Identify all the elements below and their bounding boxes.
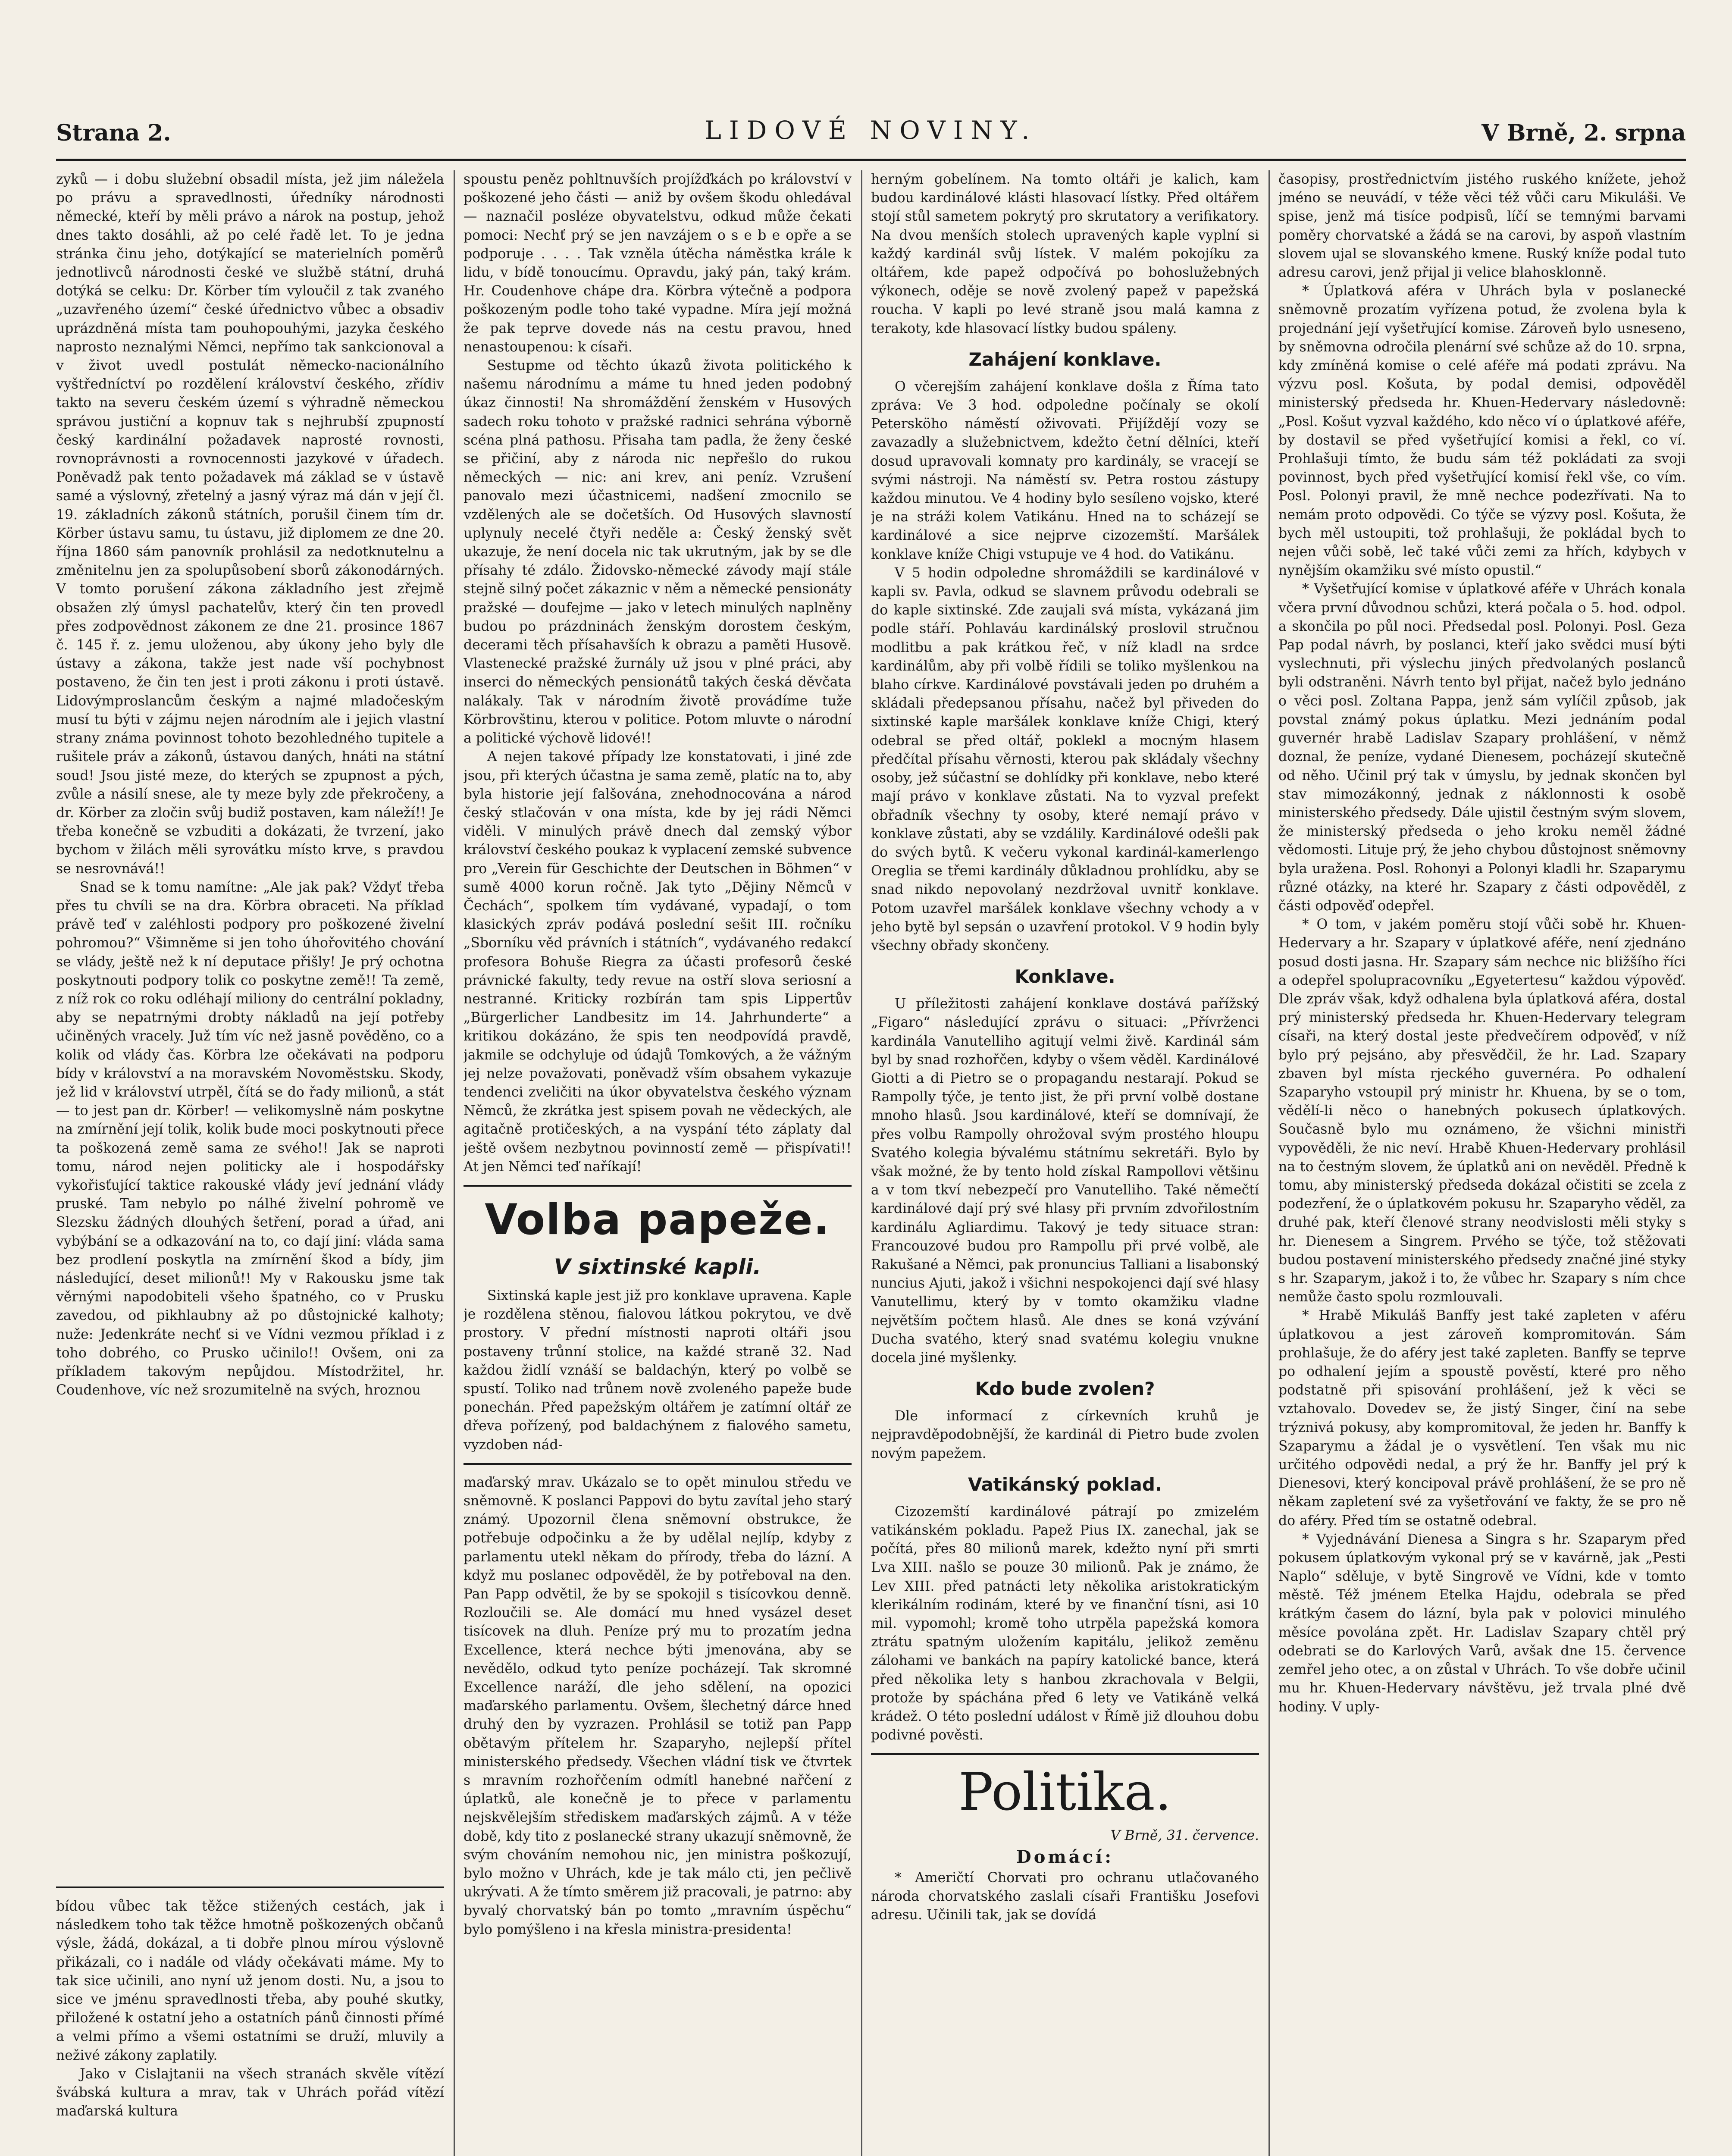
- article-paragraph: časopisy, prostřednictvím jistého ruského knížete, jehož jméno se neuvádí, v téže věci též vůči caru Mikuláši. Ve spise, jenž má tisíce podpisů, líčí se temnými barvami poměry chorvatské a žádá se na carovi, by aspoň vlastním slovem ujal se slovanského kmene. Ruský kníže podal tuto adresu carovi, jenž přijal ji velice blahosklonně.: [1278, 172, 1686, 281]
- section-rule: [871, 1753, 1259, 1755]
- page-number: Strana 2.: [56, 120, 171, 146]
- article-paragraph: A nejen takové případy lze konstatovati, i jiné zde jsou, při kterých účastna je sama země, platíc na to, aby byla historie její falšována, znehodnocována a národ český stlačován v ona místa, kde by jej rádi Němci viděli. V minulých právě dnech dal zemský výbor království českého poukaz k vyplacení zemské subvence pro „Verein für Geschichte der Deutschen in Böhmen“ v sumě 4000 korun ročně. Jak tyto „Dějiny Němců v Čechách“, spolkem tím vydávané, vypadají, o tom klasických zpráv podává poslední sešit III. ročníku „Sborníku věd právních i státních“, vydávaného redakcí profesora Bohuše Riegra za účasti profesorů české právnické fakulty, tedy revue na ostří slova seriosní a nestranné. Kriticky rozbírán tam spis Lippertův „Bürgerlicher Landbesitz im 14. Jahrhunderte“ a kritikou dokázáno, že spis ten neodpovídá pravdě, jakmile se odchyluje od údajů Tomkových, a že vážným jej nelze považovati, poněvadž vším obsahem vykazuje tendenci zveličiti na úkor obyvatelstva českého význam Němců, že zkrátka jest spisem povah ne vědeckých, ale agitačně protičeských, a na vyspání této záplaty dal ještě ovšem nezbytnou povinností země — přispívati!! At jen Němci teď naříkají!: [464, 749, 852, 1175]
- subheading-sistine: V sixtinské kapli.: [554, 1254, 761, 1279]
- article-paragraph: Dle informací z církevních kruhů je nejpravděpodobnější, že kardinál di Pietro bude zvolen novým papežem.: [871, 1408, 1259, 1461]
- subheading-vatican-treasure: Vatikánský poklad.: [968, 1473, 1162, 1495]
- article-paragraph: * Vyšetřující komise v úplatkové aféře v Uhrách konala včera první důvodnou schůzi, která počala o 5. hod. odpol. a skončila po půl noci. Předsedal posl. Polonyi. Posl. Geza Pap podal návrh, by poslanci, kteří jako svědci musí býti vyslechnuti, při výslechu jiných předvolaných poslanců byli odstraněni. Návrh tento byl přijat, načež bylo jednáno o věci posl. Zoltana Pappa, jenž sám vylíčil způsob, jak povstal známý pokus úplatku. Mezi jednáním podal guvernér hrabě Ladislav Szapary prohlášení, v němž doznal, že peníze, vydané Dienesem, pocházejí skutečně od něho. Učinil prý tak v úmyslu, by jednak skončen byl stav mimozákonný, jednak z náklonnosti k osobě ministerského předsedy. Dále ujistil čestným svým slovem, že ministerský předseda o jeho kroku neměl žádné vědomosti. Lituje prý, že jeho chybou důstojnost sněmovny byla uražena. Posl. Rohonyi a Polonyi kladli hr. Szaparymu různé otázky, na které hr. Szapary z části odpověděl, z části odpověď odepřel.: [1278, 581, 1686, 914]
- article-paragraph: U příležitosti zahájení konklave dostává pařížský „Figaro“ následující zprávu o situaci: „Přívrženci kardinála Vanutelliho agitují velmi živě. Kardinál sám byl by snad rozhořčen, kdyby o všem věděl. Kardinálové Giotti a di Pietro se o propagandu nestarají. Pokud se Rampolly týče, je tento jist, že při první volbě dostane mnoho hlasů. Jsou kardinálové, kteří se domnívají, že přes volbu Rampolly ohrožoval svým prostého hloupu Svatého kolegia bývalému státnímu sekretáři. Bylo by však možné, že by tento hold získal Rampollovi většinu a v tom tkví nebezpečí pro Vanutelliho. Také němečtí kardinálové dají prý své hlasy při prvním zdvořilostním kardinálu Agliardimu. Takový je tedy situace stran: Francouzové budou pro Rampollu při prvé volbě, ale Rakušané a Němci, pak pronuncius Talliani a lisabonský nuncius Ajuti, jakož i všichni nespokojenci dají své hlasy Vanutellimu, který by v tomto okamžiku vladne největším počtem hlasů. Ale dnes se koná vzývání Ducha svatého, který snad svatému kolegiu vnukne docela jiné myšlenky.: [871, 996, 1259, 1366]
- article-paragraph: zyků — i dobu služební obsadil místa, jež jim náležela po právu a spravedlnosti, úředníky národnosti německé, kteří by měli právo a nárok na postup, jehož dnes takto dosáhli, až po celé řadě let. To je jedna stránka činu jeho, dotýkající se materielních poměrů jednotlivců národnosti české ve službě státní, druhá dotýká se celku: Dr. Körber tím vyloučil z tak zvaného „uzavřeného území“ české úřednictvo vůbec a obsadiv uprázdněná místa tam pouhopouhými, jazyka českého naprosto neznalými Němci, nepřímo tak sankcionoval a v život uvedl postulát německo-nacionálního vyštředníctví po rozdělení království českého, zřídiv takto na severu českém území s výhradně německou správou justiční a kopnuv tak s nejhrubší zpupností český kardinální požadavek naprosté rovnosti, rovnoprávnosti a rovnocennosti jazykové v úřadech. Poněvadž pak tento požadavek má základ se v ústavě samé a výslovný, zřetelný a jasný výraz má dán v její čl. 19. základních zákonů státních, porušil činem tím dr. Körber ústavu samu, tu ústavu, již diplomem ze dne 20. října 1860 sám panovník prohlásil za nedotknutelnu a změnitelnu jen za spolupůsobení sborů zákonodárných. V tomto porušení zákona základního jest zřejmě obsažen zlý úmysl pachatelův, který čin ten provedl přes zodpovědnost zákonem ze dne 21. prosince 1867 č. 145 ř. z. jemu uloženou, aby úkony jeho byly dle ústavy a zákona, takže jest nade vší pochybnost postaveno, že čin ten jest i proti zákonu i proti ústavě. Lidovýmproslancům českým a najmé mladočeským musí tu býti v zájmu nejen národním ale i jejich vlastní strany známa povinnost tohoto bezohledného tupitele a rušitele práv a zákonů, ústavou daných, hnáti na státní soud! Jsou jisté meze, do kterých se zpupnost a pých, zvůle a násilí snese, ale ty meze byly zde překročeny, a dr. Körber za zločin svůj budiž postaven, kam náleží!! Je třeba konečně se vzbuditi a dokázati, že tvrzení, jako bychom v žilách měli syrovátku místo krve, s pravdou se nesrovnává!!: [56, 172, 444, 877]
- newspaper-title: LIDOVÉ NOVINY.: [705, 116, 1037, 145]
- article-paragraph: Sestupme od těchto úkazů života politického k našemu národnímu a máme tu hned jeden podobný úkaz činnosti! Na shromáždění ženském v Husových sadech roku tohoto v pražské radnici sehrána výborně scéna plná pathosu. Přisaha tam padla, že ženy české se přičiní, aby z národa nic nepřešlo do rukou německých — nic: ani krev, ani peníz. Vzrušení panovalo mezi účastnicemi, nadšení zmocnilo se vzdělených ale se dočetších. Od Husových slavností uplynuly necelé čtyři neděle a: Český ženský svět ukazuje, že není docela nic tak ukrutným, jak by se dle přísahy té zdálo. Židovsko-německé závody mají stále stejně silný počet zákaznic v něm a německé pensionáty pražské — doufejme — jako v letech minulých naplněny budou po prázdninách ženským dorostem českým, decerami těch přísahavších k obrazu a paměti Husově. Vlastenecké pražské žurnály už jsou v plné práci, aby inserci do německých pensionátů takých česká děvčata nalákaly. Tak v národním životě provádíme tuže Körbrovštinu, kterou v politice. Potom mluvte o národní a politické výchově lidové!!: [464, 358, 852, 746]
- article-paragraph: * Úplatková aféra v Uhrách byla v poslanecké sněmovně prozatím vyřízena potud, že zvolena byla k projednání její vyšetřující komise. Zároveň bylo usneseno, by sněmovna odročila plenární své schůze až do 10. srpna, kdy zmíněná komise o celé aféře má podati zprávu. Na výzvu posl. Košuta, by podal demisi, odpověděl ministerský předseda hr. Khuen-Hedervary následovně: „Posl. Košut vyzval každého, kdo něco ví o úplatkové aféře, by dostavil se před vyšetřující komisi a řekl, co ví. Prohlašuji tímto, že budu sám též pokládati za svoji povinnost, bych před vyšetřující komisí řekl vše, co vím. Posl. Polonyi pravil, že mně nechce podezřívati. Na to nemám proto odpovědi. Co týče se výzvy posl. Košuta, že bych měl ustoupiti, tož prohlašuji, že pokládal bych to nejen vůči sobě, leč také vůči zemi za hřích, kdybych v nynějším okamžiku své místo opustil.“: [1278, 283, 1686, 579]
- article-paragraph: Jako v Cislajtanii na všech stranách skvěle vítězí švábská kultura a mrav, tak v Uhrách pořád vítězí maďarská kultura: [56, 2066, 444, 2119]
- column-divider: [454, 170, 455, 2156]
- subheading-who-elected: Kdo bude zvolen?: [975, 1378, 1155, 1400]
- column-2: [464, 170, 852, 2156]
- article-paragraph: V 5 hodin odpoledne shromáždili se kardinálové v kapli sv. Pavla, odkud se slavnem průvodu odebrali se do kaple sixtinské. Zde zaujali svá místa, vykázaná jim podle stáří. Pohlaváu kardinálský proslovil stručnou modlitbu a pak krátkou řeč, v níž kladl na srdce kardinálům, aby při volbě řídili se toliko myšlenkou na blaho církve. Kardinálové povstávali jeden po druhém a skládali předepsanou přísahu, načež byl přiveden do sixtinské kaple maršálek konklave kníže Chigi, který odebral se před oltář, poklekl a mocným hlasem předčítal přísahu věrnosti, kterou pak skládaly všechny osoby, jež súčastní se dohlídky při konklave, nebo které mají právo v konklave zůstati. Na to vyzval prefekt obřadník všechny ty osoby, které nemají právo v konklave zůstati, aby se vzdálily. Kardinálové odešli pak do svých bytů. K večeru vykonal kardinál-kamerlengo Oreglia se třemi kardinály důkladnou prohlídku, aby se snad nikdo nepovolaný nezdržoval uvnitř konklave. Potom uzavřel maršálek konklave všechny vchody a v jeho bytě byl sepsán o uzavření protokol. V 9 hodin byly všechny obřady skončeny.: [871, 565, 1259, 953]
- article-paragraph: * Američtí Chorvati pro ochranu utlačovaného národa chorvatského zaslali císaři Františku Josefovi adresu. Učinili tak, jak se dovídá: [871, 1870, 1259, 1923]
- column-1-lower: [56, 1897, 444, 2156]
- issue-date: V Brně, 2. srpna: [1481, 120, 1686, 146]
- article-paragraph: * Vyjednávání Dienesa a Singra s hr. Szaparym před pokusem úplatkovým vykonal prý se v kavárně, jak „Pesti Naplo“ sděluje, v bytě Singrově ve Vídni, kde v tomto městě. Též jménem Etelka Hajdu, odebrala se před krátkým časem do lázní, byla pak v polovici minulého měsíce povolána zpět. Hr. Ladislav Szapary chtěl prý odebrati se do Karlových Varů, avšak dne 15. července zemřel jeho otec, a on zůstal v Uhrách. To vše dobře učinil mu hr. Khuen-Hedervary návštěvu, jež trvala plné dvě hodiny. V uply-: [1278, 1531, 1686, 1715]
- column-divider: [1268, 170, 1270, 2156]
- article-paragraph: Cizozemští kardinálové pátrají po zmizelém vatikánském pokladu. Papež Pius IX. zanechal, jak se počítá, přes 80 milionů marek, kdežto nyní při smrti Lva XIII. našlo se pouze 30 milionů. Pak je známo, že Lev XIII. před patnácti lety několika aristokratickým klerikálním rodinám, které by ve finanční tísni, asi 10 mil. vypomohl; kromě toho utrpěla papežská komora ztrátu spatným uložením kapitálu, jelikož zeměnu zálohami ve bankách na papíry katolické bance, která před několika lety s hanbou zkrachovala v Belgii, protože by spáchána před 6 lety ve Vatikáně velká krádež. O této poslední událost v Římě již dlouhou dobu podivné pověsti.: [871, 1504, 1259, 1743]
- article-paragraph: * Hrabě Mikuláš Banffy jest také zapleten v aféru úplatkovou a jest zároveň kompromitován. Sám prohlašuje, že do aféry jest také zapleten. Banffy se teprve po odhalení jejím a spoustě pověstí, které pro něho podstatně při spisování prohlášení, jež k věci se vztahovalo. Dovedev se, že jistý Singer, činí na sebe trýznivá pokusy, aby kompromitoval, že jeden hr. Banffy k Szaparymu a žádal je o vysvětlení. Ten však mu nic určitého odpovědi nedal, a prý že hr. Banffy jel prý k Dienesovi, který koncipoval právě prohlášení, že se pro ně někam zapletení své za vyšetřování ve fakty, že se pro ně do aféry. Před tím se ostatně odebral.: [1278, 1308, 1686, 1529]
- page-header: [56, 111, 1686, 161]
- feuilleton-rule: [56, 1887, 444, 1888]
- article-paragraph: Snad se k tomu namítne: „Ale jak pak? Vždyť třeba přes tu chvíli se na dra. Körbra obraceti. Na příklad právě teď v zaléhlosti podpory pro poškozené živelní pohromou?“ Všimněme si jen toho úhořovitého chování se vlády, ještě než k ní deputace přišly! Je prý ochotna poskytnouti podpory tolik co poskytne země!! Ta země, z níž rok co roku odléhají miliony do centrální pokladny, aby se nepatrnými drobty nákladů na její potřeby učiněných vracely. Juž tím víc než jasně pověděno, co a kolik od vlády čas. Körbra lze očekávati na podporu bídy v království a na moravském Novoměstsku. Skody, jež lid v království utrpěl, čítá se do řady milionů, a stát — to jest pan dr. Körber! — velikomyslně nám poskytne na zmírnění její tolik, kolik bude moci poskytnouti přece ta poškozená země sama ze svého!! Jak se naproti tomu, národ nejen politicky ale i hospodářsky vykořisťující taktice rakouské vlády jeví jednání vlády pruské. Tam nebylo po nálhé živelní pohromě ve Slezsku žádných dlouhých šetření, porad a úřad, ani vybýbání se a odkazování na to, co dají jiní: vláda sama bez prodlení poskytla na zmírnění škod a bídy, jim následující, deset milionů!! My v Rakousku jsme tak věrnými napodobiteli všeho špatného, co v Prusku zavedou, od pikhlaubny až po důstojnické kalhoty; nuže: Jedenkráte nechť si ve Vídni vezmou příklad i z toho dobrého, co Prusko učinilo!! Ovšem, oni za příkladem takovým nepůjdou. Místodržitel, hr. Coudenhove, víc než srozumitelně na svých, hroznou: [56, 879, 444, 1398]
- article-paragraph: * O tom, v jakém poměru stojí vůči sobě hr. Khuen-Hedervary a hr. Szapary v úplatkové aféře, není zjednáno posud dosti jasna. Hr. Szapary sám nechce nic bližšího říci a odepřel spolupracovníku „Egyetertesu“ každou výpověď. Dle zpráv však, když odhalena byla úplatková aféra, dostal prý ministerský předseda hr. Khuen-Hedervary telegram císaři, na který dostal jeste předvečírem odpověď, v níž bylo prý pejsáno, aby přesvědčil, že hr. Lad. Szapary zbaven byl místa rjeckého guvernéra. Po odhalení Szaparyho vstoupil prý ministr hr. Khuena, by se o tom, vědělí-li něco o hanebných pokusech úplatkových. Současně bylo mu oznámeno, že všichni ministři vypověděli, že nic neví. Hrabě Khuen-Hedervary prohlásil na to čestným slovem, že úplatků ani on nevěděl. Předně k tomu, aby ministerský předseda dokázal očistiti se zcela z podezření, že o úplatkovém pokusu hr. Szaparyho věděl, za druhé pak, kteří členové strany neodvislosti měli styky s hr. Dienesem a Singrem. Prvého se týče, tož stěžovati budou postavení ministerského předsedy značné jiné styky s hr. Szaparym, jakož i to, že vůbec hr. Szapary s ním chce nemůže často spolu rozmlouvali.: [1278, 917, 1686, 1305]
- subheading-conclave: Konklave.: [1015, 966, 1115, 987]
- article-paragraph: spoustu peněz pohltnuvších projížďkách po království v poškozené jeho části — aniž by ovšem škodu ohledával — naznačil posléze obyvatelstvu, odkud může čekati pomoci: Nechť prý se jen navzájem o s e b e opře a se podporuje . . . . Tak vzněla útěcha náměstka krále k lidu, v bídě tonoucímu. Opravdu, jaký pán, taký krám. Hr. Coudenhove chápe dra. Körbra výtečně a podpora poškozeným podle toho také vypadne. Míra její možná že pak teprve dovede nás na cestu pravou, hned nenastoupenou: k císaři.: [464, 172, 852, 355]
- column-1: [56, 170, 444, 1887]
- section-rule: [464, 1185, 852, 1187]
- section-heading-politics: Politika.: [958, 1762, 1171, 1823]
- article-paragraph: maďarský mrav. Ukázalo se to opět minulou středu ve sněmovně. K poslanci Pappovi do bytu zavítal jeho starý známý. Upozornil člena sněmovní obstrukce, že potřebuje odpočinku a že by udělal nejlíp, kdyby z parlamentu utekl někam do přírody, třeba do lázní. A když mu poslanec odpověděl, že by potřeboval na den. Pan Papp odvětil, že by se spokojil s tisícovkou denně. Rozloučili se. Ale domácí mu hned vysázel deset tisícovek na dluh. Peníze prý mu to prozatím jedna Excellence, která nechce býti jmenována, aby se nevědělo, odkud tyto peníze pocházejí. Tak skromné Excellence naráží, dle jeho sdělení, na opozici maďarského parlamentu. Ovšem, šlechetný dárce hned druhý den by vyzrazen. Prohlásil se totiž pan Papp obětavým přítelem hr. Szaparyho, nejlepší přítel ministerského předsedy. Všechen vládní tisk ve čtvrtek s mravním rozhořčením odmítl hanebné nařčení z úplatků, ale konečně je to přece v parlamentu nejskvělejším střediskem maďarských zájmů. A v téže době, kdy tito z poslanecké strany ukazují sněmovně, že svým chováním nemohou nic, jen ministra poškozují, bylo možno v Uhrách, kde je tak málo cti, jen pečlivě ukrývati. A že tímto směrem již pracovali, je patrno: aby byvalý chorvatský bán po tomto „mravním úspěchu“ bylo pomýšleno i na křesla ministra-presidenta!: [464, 1474, 852, 1937]
- column-divider: [861, 170, 862, 2156]
- section-heading-pope-election: Volba papeže.: [485, 1195, 830, 1244]
- article-paragraph: bídou vůbec tak těžce stižených cestách, jak i následkem toho tak těžce hmotně poškozených občanů výsle, žádá, dokázal, a ti dobře plnou mírou výslovně přikázali, co i nadále od vlády očekávati máme. My to tak sice učinili, ano nyní už jenom dosti. Nu, a jsou to sice ve jménu spravedlnosti třeba, aby pouhé skutky, přiložené k ostatní jeho a ostatních pánů činnosti přímé a velmi přímo a všemi ostatními se druží, mluvily a neživé zákony zaplatily.: [56, 1899, 444, 2063]
- column-4: [1278, 170, 1686, 2156]
- column-3: [871, 170, 1259, 2156]
- article-paragraph: herným gobelínem. Na tomto oltáři je kalich, kam budou kardinálové klásti hlasovací lístky. Před oltářem stojí stůl sametem pokrytý pro skrutatory a verifikatory. Na dvou menších stolech upravených kaple vyplní si každý kardinál svůj lístek. V malém pokojíku za oltářem, kde papež odpočívá po bohoslužebných výkonech, oděje se nově zvolený papež v papežská roucha. V kapli po levé straně jsou malá kamna z terakoty, kde hlasovací lístky budou spáleny.: [871, 172, 1259, 336]
- subheading-domestic: Domácí:: [1016, 1846, 1114, 1867]
- dateline: V Brně, 31. července.: [1110, 1828, 1259, 1844]
- feuilleton-rule: [464, 1463, 852, 1465]
- article-paragraph: O včerejším zahájení konklave došla z Říma tato zpráva: Ve 3 hod. odpoledne počínaly se okolí Petersköho náměstí oživovati. Přijíždějí vozy se zavazadly a služebnictvem, kdežto četní dělníci, kteří dosud upravovali komnaty pro kardinály, se vracejí se svými nástroji. Na náměstí sv. Petra rostou zástupy každou minutou. Ve 4 hodiny bylo sesíleno vojsko, které je na stráži kolem Vatikánu. Hned na to scházejí se kardinálové a sice nejprve cizozemští. Maršálek konklave kníže Chigi vstupuje ve 4 hod. do Vatikánu.: [871, 379, 1259, 562]
- subheading-conclave-opening: Zahájení konklave.: [968, 348, 1162, 370]
- article-paragraph: Sixtinská kaple jest již pro konklave upravena. Kaple je rozdělena stěnou, fialovou látkou pokrytou, ve dvě prostory. V přední místnosti naproti oltáři jsou postaveny trůnní stolice, na každé straně 32. Nad každou židlí vznáší se baldachýn, který po volbě se spustí. Toliko nad trůnem nově zvoleného papeže bude ponechán. Před papežským oltářem je zatímní oltář ze dřeva pořízený, pod baldachýnem z fialového sametu, vyzdoben nád-: [464, 1288, 852, 1453]
